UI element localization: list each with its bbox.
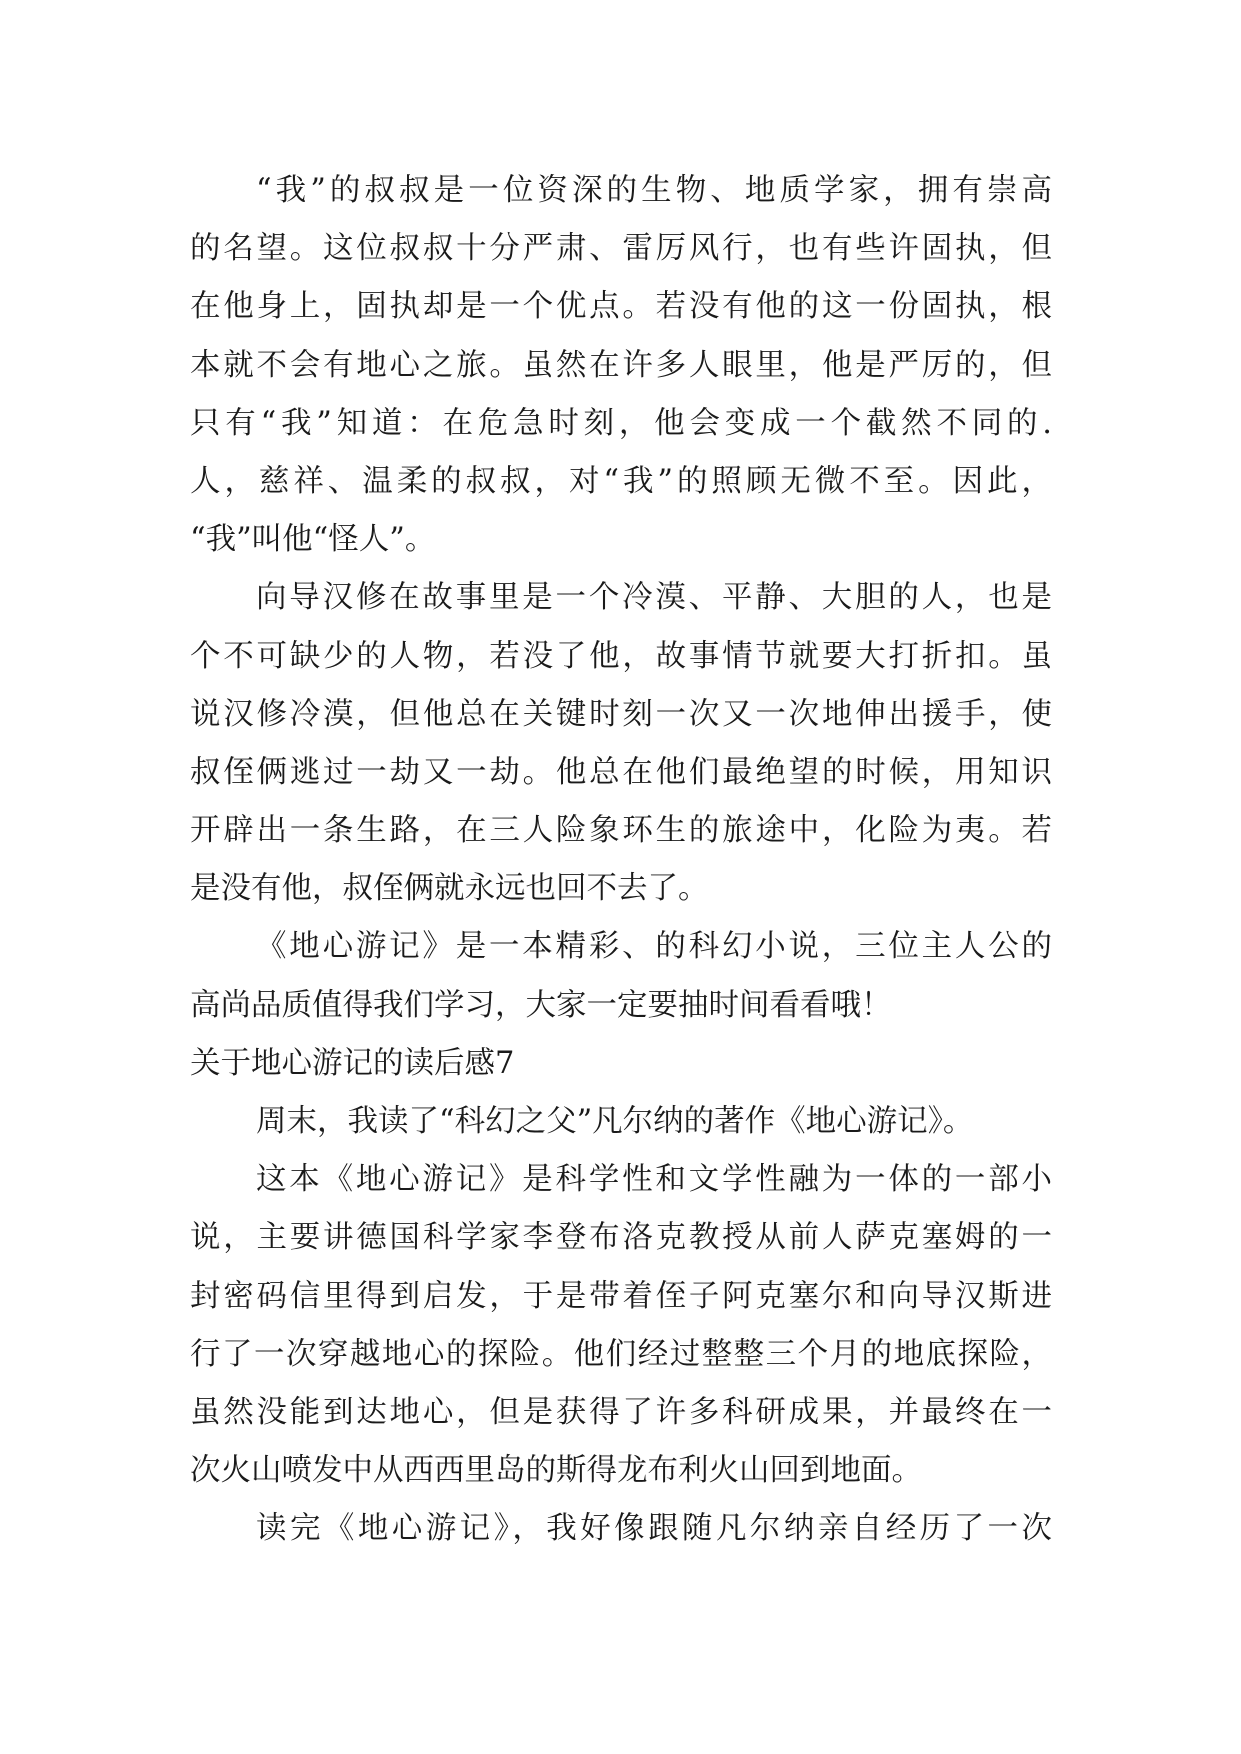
text-line: 人，慈祥、温柔的叔叔，对“我”的照顾无微不至。因此，	[190, 463, 1052, 499]
text-line: “我”叫他“怪人”。	[190, 522, 436, 558]
text-line: 说，主要讲德国科学家李登布洛克教授从前人萨克塞姆的一	[190, 1220, 1052, 1256]
section-title: 关于地心游记的读后感7	[190, 1045, 515, 1081]
paragraph-summary	[190, 1151, 1052, 1500]
text-line: 这本《地心游记》是科学性和文学性融为一体的一部小	[256, 1162, 1052, 1198]
text-line: 是没有他，叔侄俩就永远也回不去了。	[190, 871, 709, 907]
text-line: 向导汉修在故事里是一个冷漠、平静、大胆的人，也是	[256, 580, 1052, 616]
text-line: 只有“我”知道：在危急时刻，他会变成一个截然不同的.	[190, 405, 1052, 441]
text-line: 在他身上，固执却是一个优点。若没有他的这一份固执，根	[190, 289, 1052, 325]
document-page	[190, 162, 1052, 1559]
text-line: 行了一次穿越地心的探险。他们经过整整三个月的地底探险，	[190, 1336, 1052, 1372]
text-line: 读完《地心游记》，我好像跟随凡尔纳亲自经历了一次	[256, 1511, 1052, 1547]
text-line: 个不可缺少的人物，若没了他，故事情节就要大打折扣。虽	[190, 638, 1052, 674]
text-line: 高尚品质值得我们学习，大家一定要抽时间看看哦！	[190, 987, 892, 1023]
text-line: 说汉修冷漠，但他总在关键时刻一次又一次地伸出援手，使	[190, 696, 1052, 732]
text-line: 开辟出一条生路，在三人险象环生的旅途中，化险为夷。若	[190, 813, 1052, 849]
paragraph-guide	[190, 569, 1052, 918]
paragraph-reflection	[190, 1500, 1052, 1558]
text-line: 本就不会有地心之旅。虽然在许多人眼里，他是严厉的，但	[190, 347, 1052, 383]
text-line: 叔侄俩逃过一劫又一劫。他总在他们最绝望的时候，用知识	[190, 754, 1052, 790]
text-line: 《地心游记》是一本精彩、的科幻小说，三位主人公的	[256, 929, 1052, 965]
paragraph-uncle	[190, 162, 1052, 569]
paragraph-conclusion	[190, 918, 1052, 1034]
text-line: 封密码信里得到启发，于是带着侄子阿克塞尔和向导汉斯进	[190, 1278, 1052, 1314]
text-line: 虽然没能到达地心，但是获得了许多科研成果，并最终在一	[190, 1394, 1052, 1430]
text-line: 周末，我读了“科幻之父”凡尔纳的著作《地心游记》。	[256, 1104, 974, 1139]
text-line: 次火山喷发中从西西里岛的斯得龙布利火山回到地面。	[190, 1453, 922, 1489]
text-line: “我”的叔叔是一位资深的生物、地质学家，拥有崇高	[256, 173, 1052, 208]
paragraph-weekend	[190, 1093, 1052, 1151]
text-line: 的名望。这位叔叔十分严肃、雷厉风行，也有些许固执，但	[190, 231, 1052, 267]
